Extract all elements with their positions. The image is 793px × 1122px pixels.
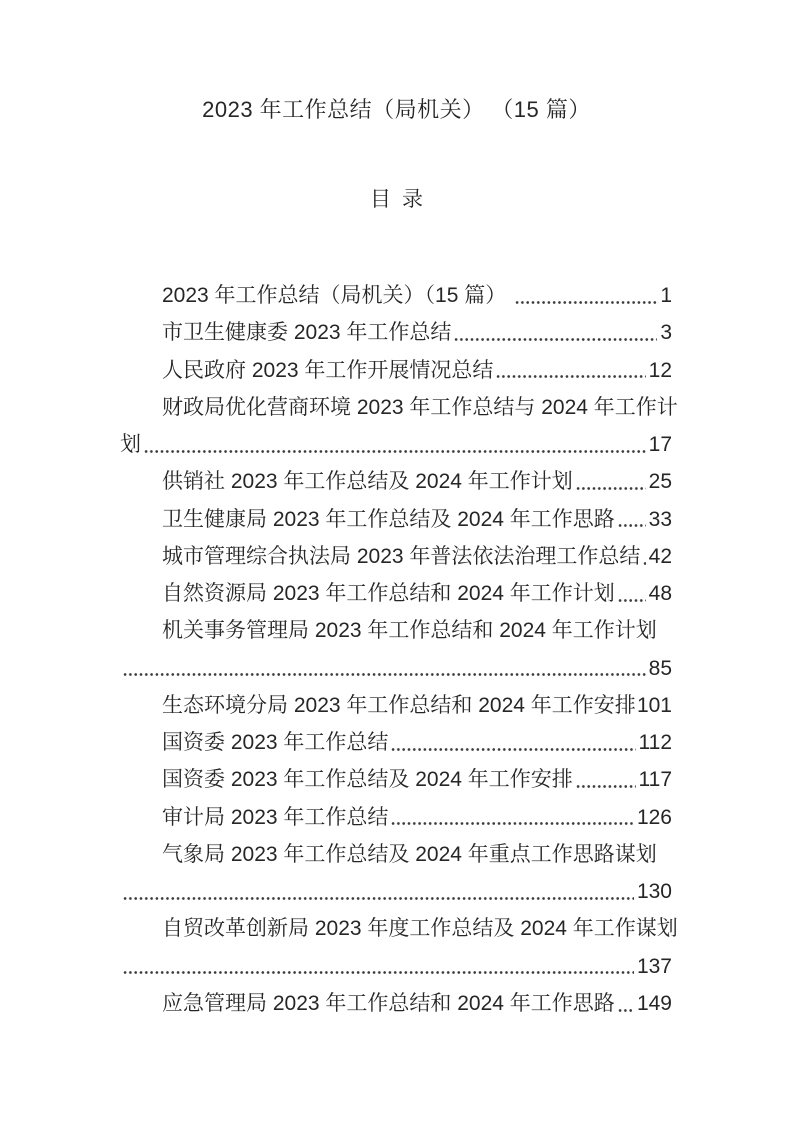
toc-page-number: 130 bbox=[636, 880, 672, 903]
toc-entry-line bbox=[120, 389, 678, 426]
toc-entry[interactable] bbox=[120, 985, 672, 1022]
toc-leader-dots bbox=[618, 598, 646, 603]
toc-entry-text: 划 bbox=[120, 433, 141, 456]
toc-entry-line bbox=[120, 761, 672, 798]
toc-entry-line bbox=[120, 501, 672, 538]
toc-entry-text: 卫生健康局 2023 年工作总结及 2024 年工作思路 bbox=[162, 507, 615, 531]
toc-entry-line bbox=[120, 314, 672, 351]
toc-leader-dots bbox=[391, 821, 634, 826]
toc-leader-dots bbox=[391, 747, 635, 752]
toc-entry[interactable] bbox=[120, 910, 678, 985]
toc-page-number: 101 bbox=[636, 693, 672, 717]
toc-leader-dots bbox=[576, 784, 636, 789]
toc-entry-text: 人民政府 2023 年工作开展情况总结 bbox=[162, 358, 494, 382]
toc-entry-text: 国资委 2023 年工作总结 bbox=[162, 731, 389, 754]
toc-page-number: 85 bbox=[648, 656, 672, 680]
toc-entry[interactable] bbox=[120, 314, 672, 351]
toc-entry-line bbox=[120, 538, 672, 575]
table-of-contents bbox=[120, 277, 678, 1022]
toc-leader-dots bbox=[576, 486, 646, 491]
toc-entry[interactable] bbox=[120, 277, 672, 314]
toc-entry-text: 自贸改革创新局 2023 年度工作总结及 2024 年工作谋划 bbox=[162, 917, 678, 941]
toc-page-number: 33 bbox=[648, 507, 672, 531]
toc-leader-dots bbox=[618, 523, 646, 528]
toc-entry-line bbox=[120, 426, 672, 463]
toc-page-number: 12 bbox=[648, 358, 672, 382]
toc-page-number: 137 bbox=[636, 954, 672, 978]
toc-leader-dots bbox=[618, 1008, 634, 1013]
toc-entry-line bbox=[120, 352, 672, 389]
toc-page-number: 25 bbox=[648, 470, 672, 494]
toc-entry-text: 生态环境分局 2023 年工作总结和 2024 年工作安排 bbox=[162, 693, 636, 717]
toc-entry-line bbox=[120, 575, 672, 612]
toc-entry[interactable] bbox=[120, 612, 672, 687]
toc-entry[interactable] bbox=[120, 575, 672, 612]
toc-entry[interactable] bbox=[120, 836, 672, 911]
toc-entry[interactable] bbox=[120, 799, 672, 836]
toc-leader-dots bbox=[144, 449, 646, 454]
document-title: 2023 年工作总结（局机关） （15 篇） bbox=[202, 97, 591, 122]
toc-page-number: 48 bbox=[648, 582, 672, 605]
toc-entry-text: 机关事务管理局 2023 年工作总结和 2024 年工作计划 bbox=[162, 619, 657, 643]
toc-entry[interactable] bbox=[120, 761, 672, 798]
toc-leader-dots bbox=[515, 300, 657, 305]
toc-entry-text: 2023 年工作总结（局机关）（15 篇） bbox=[162, 284, 513, 307]
toc-entry-line bbox=[120, 873, 672, 910]
toc-page-number: 42 bbox=[648, 544, 672, 568]
toc-page-number: 112 bbox=[638, 731, 672, 754]
toc-entry-text: 财政局优化营商环境 2023 年工作总结与 2024 年工作计 bbox=[162, 395, 678, 419]
toc-entry[interactable] bbox=[120, 501, 672, 538]
toc-entry-line bbox=[120, 799, 672, 836]
toc-leader-dots bbox=[123, 896, 634, 901]
toc-page-number: 17 bbox=[648, 433, 672, 456]
toc-entry-line bbox=[120, 985, 672, 1022]
toc-entry-text: 城市管理综合执法局 2023 年普法依法治理工作总结 bbox=[162, 544, 641, 568]
toc-entry-line bbox=[120, 650, 672, 687]
toc-leader-dots bbox=[454, 337, 657, 342]
toc-entry-text: 国资委 2023 年工作总结及 2024 年工作安排 bbox=[162, 768, 573, 792]
toc-heading: 目录 bbox=[370, 188, 434, 211]
toc-page-number: 117 bbox=[638, 768, 672, 792]
toc-entry[interactable] bbox=[120, 389, 678, 464]
toc-page-number: 149 bbox=[636, 991, 672, 1015]
toc-entry[interactable] bbox=[120, 687, 672, 724]
toc-leader-dots bbox=[123, 970, 634, 975]
toc-page-number: 3 bbox=[660, 321, 672, 345]
toc-entry-text: 审计局 2023 年工作总结 bbox=[162, 805, 389, 829]
toc-page-number: 126 bbox=[636, 805, 672, 829]
toc-page-number: 1 bbox=[660, 284, 672, 307]
toc-entry-line bbox=[120, 612, 672, 649]
toc-entry[interactable] bbox=[120, 352, 672, 389]
toc-entry-text: 市卫生健康委 2023 年工作总结 bbox=[162, 321, 452, 345]
toc-entry-line bbox=[120, 836, 672, 873]
toc-entry-text: 自然资源局 2023 年工作总结和 2024 年工作计划 bbox=[162, 582, 615, 605]
toc-entry-line bbox=[120, 948, 672, 985]
toc-leader-dots bbox=[123, 672, 646, 677]
toc-entry-line bbox=[120, 910, 678, 947]
toc-entry-line bbox=[120, 463, 672, 500]
toc-entry-line bbox=[120, 277, 672, 314]
toc-entry-line bbox=[120, 724, 672, 761]
toc-leader-dots bbox=[643, 561, 645, 566]
toc-entry-line bbox=[120, 687, 672, 724]
toc-entry[interactable] bbox=[120, 724, 672, 761]
toc-entry[interactable] bbox=[120, 538, 672, 575]
toc-leader-dots bbox=[496, 374, 645, 379]
toc-entry[interactable] bbox=[120, 463, 672, 500]
toc-entry-text: 气象局 2023 年工作总结及 2024 年重点工作思路谋划 bbox=[162, 842, 657, 866]
toc-entry-text: 供销社 2023 年工作总结及 2024 年工作计划 bbox=[162, 470, 573, 494]
toc-entry-text: 应急管理局 2023 年工作总结和 2024 年工作思路 bbox=[162, 991, 615, 1015]
